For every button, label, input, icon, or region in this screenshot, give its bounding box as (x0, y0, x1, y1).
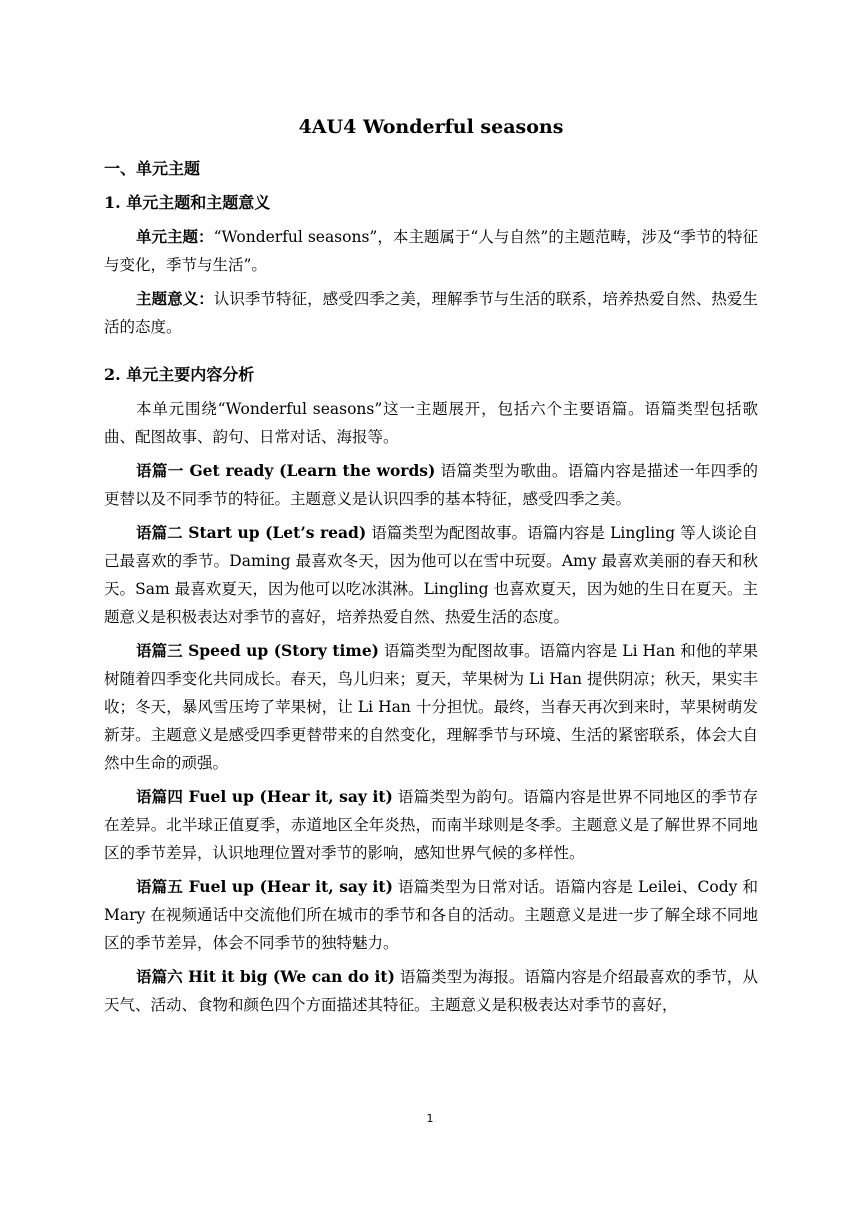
passage-text: 语篇类型为配图故事。语篇内容是 Lingling 等人谈论自己最喜欢的季节。Daming 最喜欢冬天，因为他可以在雪中玩耍。Amy 最喜欢美丽的春天和秋天。Sam 最喜欢夏天，因为他可以吃冰淇淋。Lingling 也喜欢夏天，因为她的生日在夏天。主题意义是积极表达对季节的喜好，培养热爱自然、热爱生活的态度。 (104, 524, 758, 626)
passage-label: 语篇二 Start up (Let’s read) (136, 523, 367, 542)
meaning-text: 认识季节特征，感受四季之美，理解季节与生活的联系，培养热爱自然、热爱生活的态度。 (104, 290, 758, 336)
passage-text: 语篇类型为海报。语篇内容是介绍最喜欢的季节，从天气、活动、食物和颜色四个方面描述其特征。主题意义是积极表达对季节的喜好， (104, 968, 758, 1014)
passage-label: 语篇五 Fuel up (Hear it, say it) (136, 877, 393, 896)
passage-paragraph-6 (104, 963, 758, 1019)
passage-paragraph-5 (104, 873, 758, 957)
passage-label: 语篇四 Fuel up (Hear it, say it) (136, 787, 393, 806)
passage-paragraph-1 (104, 457, 758, 513)
passage-label: 语篇三 Speed up (Story time) (136, 641, 380, 660)
passage-label: 语篇一 Get ready (Learn the words) (136, 461, 436, 480)
section-heading-unit-theme: 一、单元主题 (104, 159, 201, 178)
passage-paragraph-3 (104, 637, 758, 777)
intro-paragraph: 本单元围绕“Wonderful seasons”这一主题展开，包括六个主要语篇。语篇类型包括歌曲、配图故事、韵句、日常对话、海报等。 (104, 400, 758, 446)
subheading-content-analysis: 2. 单元主要内容分析 (104, 365, 255, 384)
passage-label: 语篇六 Hit it big (We can do it) (136, 967, 395, 986)
passage-paragraph-4 (104, 783, 758, 867)
document-title: 4AU4 Wonderful seasons (298, 116, 564, 138)
theme-text: “Wonderful seasons”，本主题属于“人与自然”的主题范畴，涉及“季节的特征与变化，季节与生活”。 (104, 228, 758, 274)
passage-text: 语篇类型为歌曲。语篇内容是描述一年四季的更替以及不同季节的特征。主题意义是认识四季的基本特征，感受四季之美。 (104, 462, 759, 508)
subheading-theme-and-meaning: 1. 单元主题和主题意义 (104, 193, 271, 212)
meaning-paragraph (104, 285, 758, 341)
page-number: 1 (426, 1112, 434, 1125)
page-content (104, 113, 758, 1025)
passage-text: 语篇类型为日常对话。语篇内容是 Leilei、Cody 和 Mary 在视频通话中交流他们所在城市的季节和各自的活动。主题意义是进一步了解全球不同地区的季节差异，体会不同季节的独特魅力。 (104, 878, 758, 952)
passage-paragraph-2 (104, 519, 758, 631)
meaning-label: 主题意义： (136, 289, 214, 308)
passage-text: 语篇类型为韵句。语篇内容是世界不同地区的季节存在差异。北半球正值夏季，赤道地区全年炎热，而南半球则是冬季。主题意义是了解世界不同地区的季节差异，认识地理位置对季节的影响，感知世界气候的多样性。 (104, 788, 758, 862)
passage-text: 语篇类型为配图故事。语篇内容是 Li Han 和他的苹果树随着四季变化共同成长。春天，鸟儿归来；夏天，苹果树为 Li Han 提供阴凉；秋天，果实丰收；冬天，暴风雪压垮了苹果树，让 Li Han 十分担忧。最终，当春天再次到来时，苹果树萌发新芽。主题意义是感受四季更替带来的自然变化，理解季节与环境、生活的紧密联系，体会大自然中生命的顽强。 (104, 642, 758, 772)
theme-label: 单元主题： (136, 227, 214, 246)
theme-paragraph (104, 223, 758, 279)
